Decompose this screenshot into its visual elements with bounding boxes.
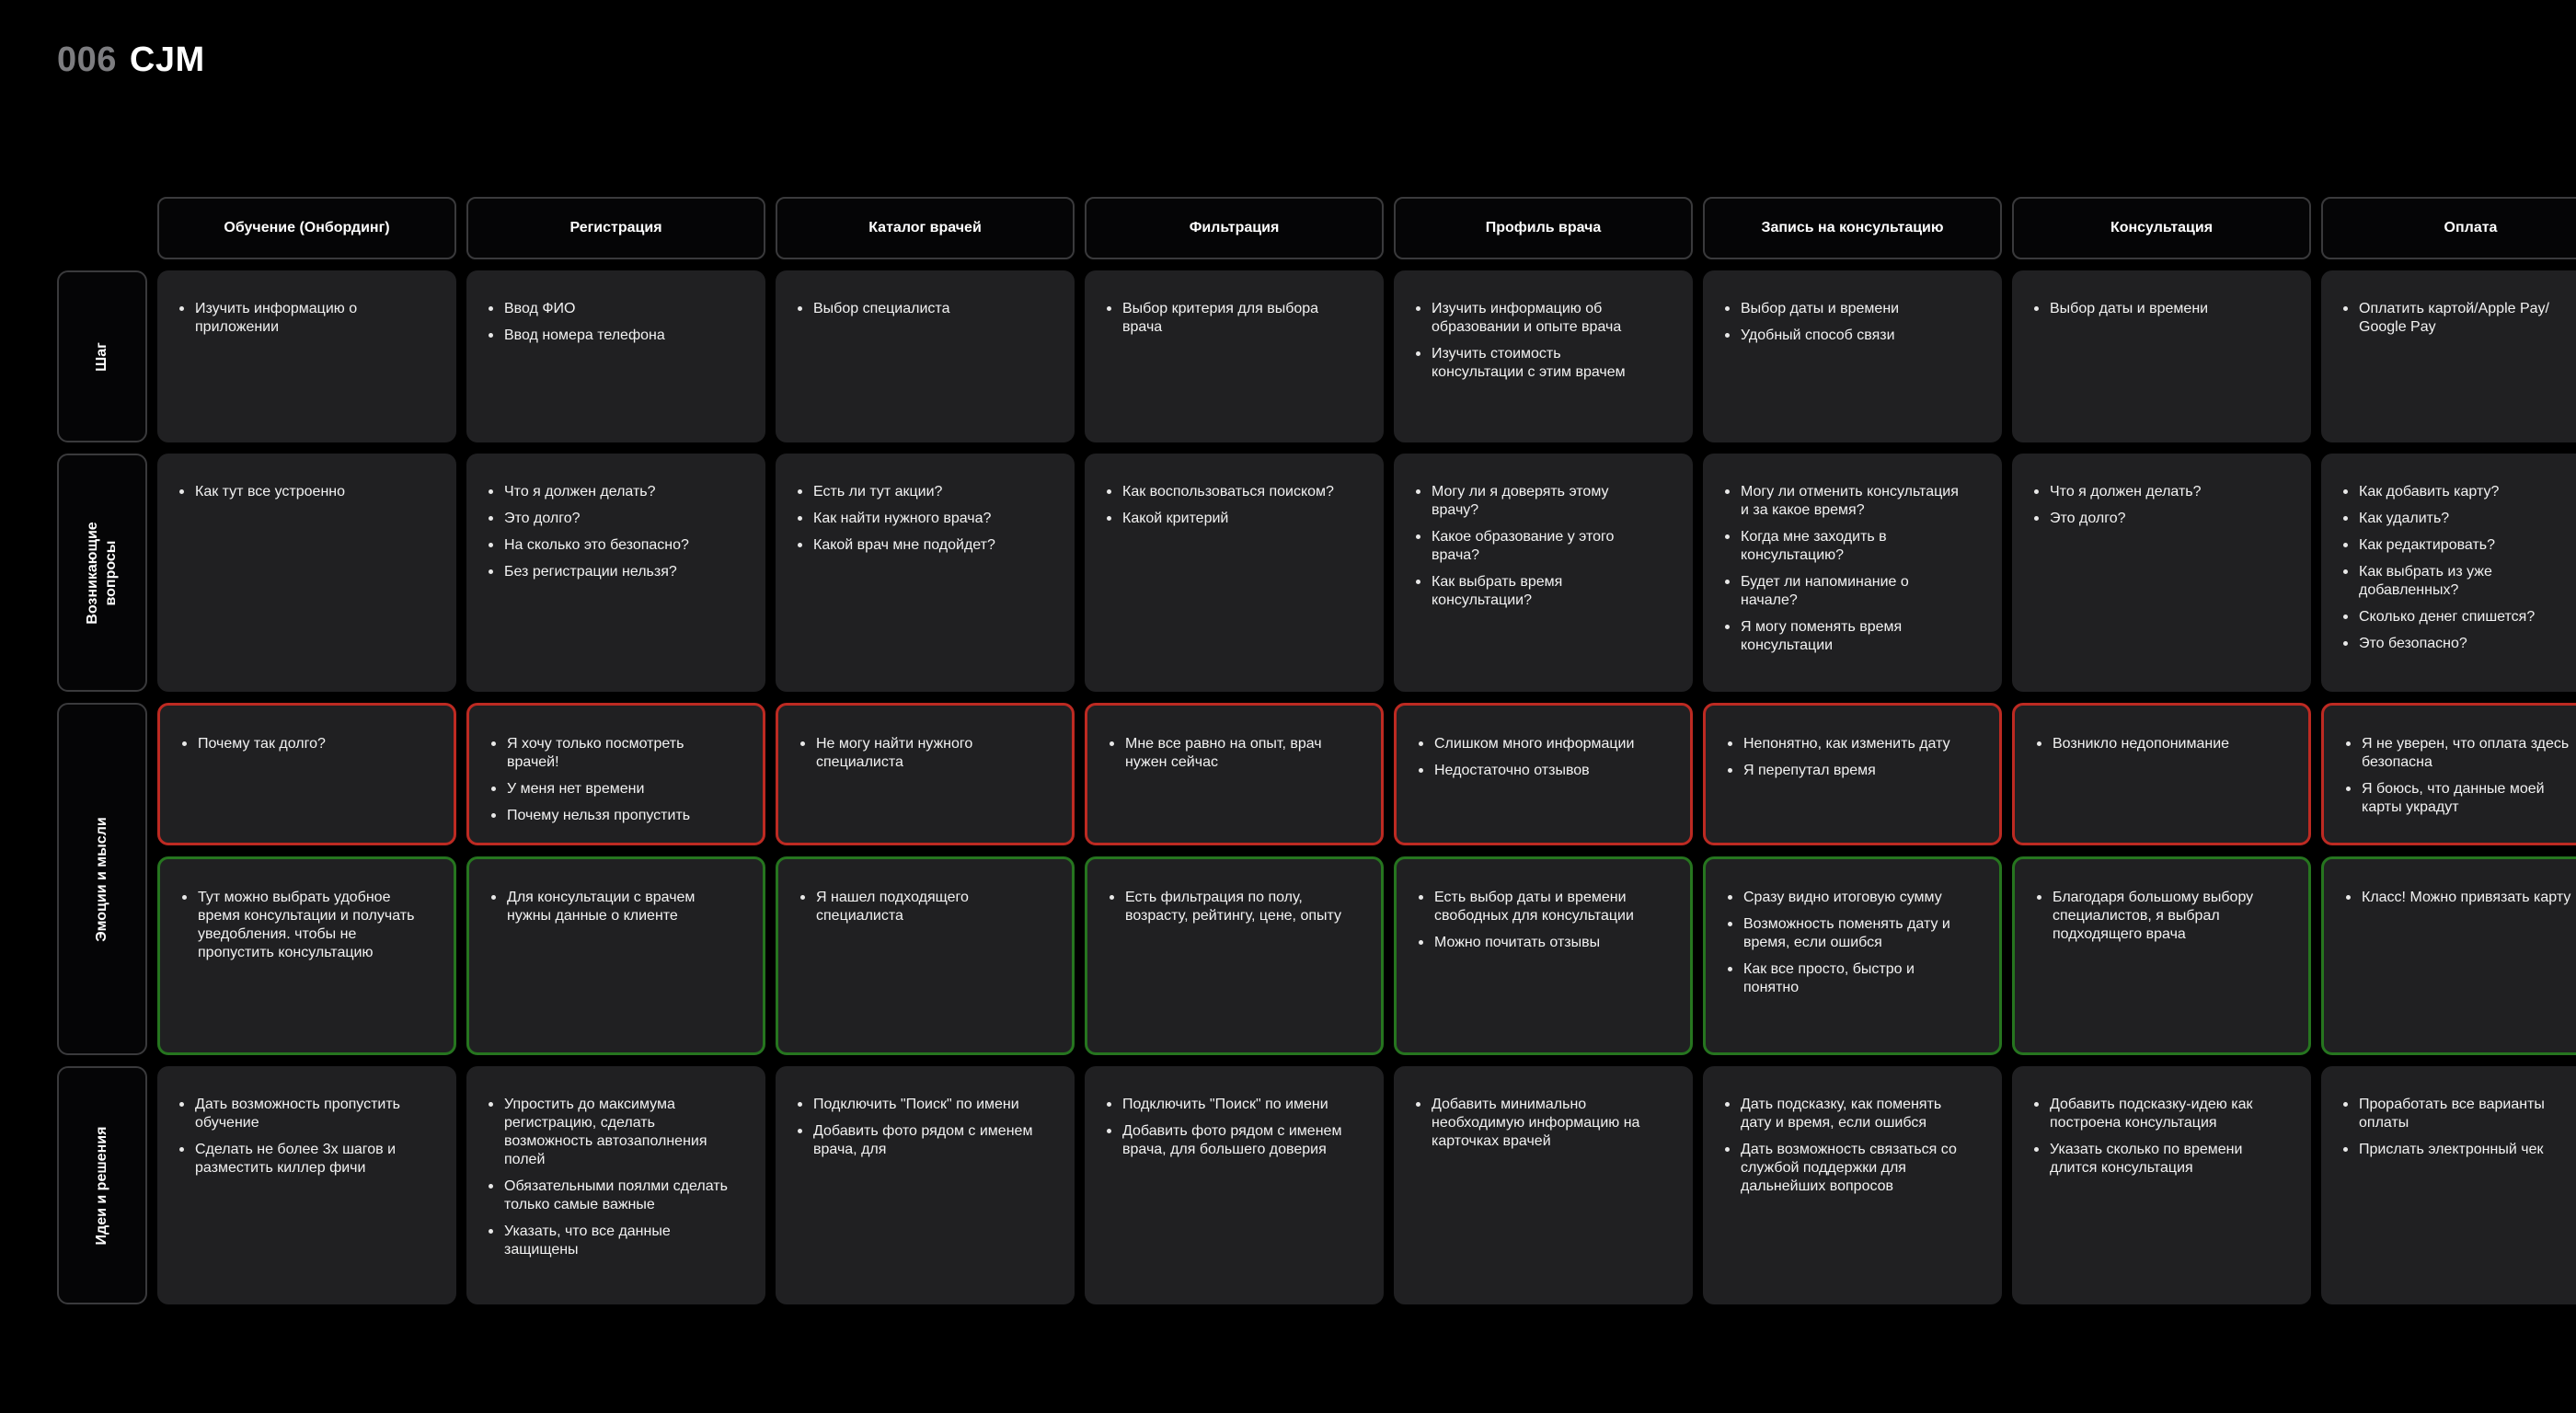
bullet-item: Как тут все устроенно [176, 483, 420, 501]
bullet-item: Есть ли тут акции? [794, 483, 1038, 501]
bullet-item: Прислать электронный чек [2340, 1141, 2576, 1159]
bullet-list [794, 300, 1038, 318]
bullet-list [488, 889, 726, 925]
bullet-item: Могу ли отменить консультация и за какое время? [1721, 483, 1965, 520]
bullet-list [797, 735, 1035, 772]
bullet-list [1721, 300, 1965, 345]
bullet-list [176, 483, 420, 501]
positive-emotion-cell [1394, 856, 1693, 1055]
bullet-list [1106, 735, 1344, 772]
bullet-item: Я хочу только посмотреть врачей! [488, 735, 726, 772]
bullet-item: Слишком много информации [1415, 735, 1653, 753]
bullet-item: Изучить информацию об образовании и опыте врача [1412, 300, 1656, 337]
column-header [1703, 197, 2002, 259]
bullet-item: Дать подсказку, как поменять дату и время, если ошибся [1721, 1096, 1965, 1132]
bullet-list [2030, 1096, 2274, 1178]
step-cell [2012, 270, 2311, 442]
questions-cell [776, 454, 1075, 692]
journey-column-filtering [1085, 197, 1384, 1304]
bullet-list [2342, 889, 2576, 907]
questions-cell [466, 454, 765, 692]
negative-emotion-cell [466, 703, 765, 845]
ideas-cell [1394, 1066, 1693, 1304]
column-header [466, 197, 765, 259]
column-header-text: Фильтрация [1189, 220, 1280, 236]
bullet-item: Указать, что все данные защищены [485, 1223, 729, 1259]
journey-column-registration [466, 197, 765, 1304]
bullet-item: Как все просто, быстро и понятно [1724, 960, 1962, 997]
ideas-cell [1703, 1066, 2002, 1304]
bullet-item: Упростить до максимума регистрацию, сделать возможность автозаполнения полей [485, 1096, 729, 1169]
step-cell [1085, 270, 1384, 442]
bullet-item: Могу ли я доверять этому врачу? [1412, 483, 1656, 520]
bullet-item: Как добавить карту? [2340, 483, 2576, 501]
bullet-item: Есть фильтрация по полу, возрасту, рейтингу, цене, опыту [1106, 889, 1344, 925]
journey-column-doctor-profile [1394, 197, 1693, 1304]
bullet-list [2033, 735, 2271, 753]
bullet-item: Для консультации с врачем нужны данные о клиенте [488, 889, 726, 925]
bullet-item: Я нашел подходящего специалиста [797, 889, 1035, 925]
bullet-list [2340, 300, 2576, 337]
bullet-item: Сделать не более 3х шагов и разместить киллер фичи [176, 1141, 420, 1178]
row-label-emotions [57, 703, 147, 1055]
questions-cell [2012, 454, 2311, 692]
column-header [776, 197, 1075, 259]
bullet-list [1412, 300, 1656, 382]
bullet-item: Что я должен делать? [2030, 483, 2274, 501]
bullet-item: Не могу найти нужного специалиста [797, 735, 1035, 772]
bullet-item: Это долго? [485, 510, 729, 528]
bullet-item: Как редактировать? [2340, 536, 2576, 555]
step-cell [776, 270, 1075, 442]
questions-cell [2321, 454, 2576, 692]
negative-emotion-cell [776, 703, 1075, 845]
step-cell [466, 270, 765, 442]
bullet-list [1415, 889, 1653, 952]
bullet-item: Выбор критерия для выбора врача [1103, 300, 1347, 337]
negative-emotion-cell [1703, 703, 2002, 845]
journey-column-doctor-catalog [776, 197, 1075, 1304]
bullet-item: Как воспользоваться поиском? [1103, 483, 1347, 501]
positive-emotion-cell [776, 856, 1075, 1055]
bullet-item: Указать сколько по времени длится консультация [2030, 1141, 2274, 1178]
bullet-item: Обязательными поялми сделать только самые важные [485, 1178, 729, 1214]
column-header [1394, 197, 1693, 259]
bullet-item: Как выбрать из уже добавленных? [2340, 563, 2576, 600]
bullet-item: Сколько денег спишется? [2340, 608, 2576, 626]
positive-emotion-cell [2012, 856, 2311, 1055]
positive-emotion-cell [1703, 856, 2002, 1055]
row-labels-column [57, 197, 147, 1304]
bullet-item: Благодаря большому выбору специалистов, я выбрал подходящего врача [2033, 889, 2271, 944]
bullet-item: Мне все равно на опыт, врач нужен сейчас [1106, 735, 1344, 772]
positive-emotion-cell [157, 856, 456, 1055]
negative-emotion-cell [1394, 703, 1693, 845]
page-title-text: CJM [129, 40, 205, 79]
bullet-item: Я могу поменять время консультации [1721, 618, 1965, 655]
bullet-list [178, 889, 417, 962]
questions-cell [157, 454, 456, 692]
bullet-item: Тут можно выбрать удобное время консультации и получать уведобления. чтобы не пропустить консультацию [178, 889, 417, 962]
bullet-item: Как найти нужного врача? [794, 510, 1038, 528]
bullet-item: Выбор даты и времени [2030, 300, 2274, 318]
bullet-list [794, 483, 1038, 555]
page-title [57, 40, 205, 80]
step-cell [157, 270, 456, 442]
bullet-item: Как удалить? [2340, 510, 2576, 528]
column-header-text: Обучение (Онбординг) [224, 220, 390, 236]
bullet-list [176, 1096, 420, 1178]
bullet-item: Добавить подсказку-идею как построена консультация [2030, 1096, 2274, 1132]
column-header [2012, 197, 2311, 259]
bullet-list [1721, 1096, 1965, 1196]
bullet-item: Добавить минимально необходимую информацию на карточках врачей [1412, 1096, 1656, 1151]
bullet-list [485, 300, 729, 345]
bullet-item: Какой врач мне подойдет? [794, 536, 1038, 555]
bullet-item: Оплатить картой/Apple Pay/ Google Pay [2340, 300, 2576, 337]
label-spacer [57, 197, 147, 259]
bullet-item: Недостаточно отзывов [1415, 762, 1653, 780]
bullet-item: Изучить информацию о приложении [176, 300, 420, 337]
bullet-list [1412, 483, 1656, 610]
bullet-list [2340, 483, 2576, 653]
bullet-item: Сразу видно итоговую сумму [1724, 889, 1962, 907]
questions-cell [1085, 454, 1384, 692]
positive-emotion-cell [466, 856, 765, 1055]
bullet-list [1103, 483, 1347, 528]
bullet-item: Возможность поменять дату и время, если ошибся [1724, 915, 1962, 952]
row-label-ideas-text: Идеи и решения [94, 1126, 109, 1245]
bullet-list [1103, 300, 1347, 337]
journey-column-payment [2321, 197, 2576, 1304]
bullet-item: Подключить "Поиск" по имени [1103, 1096, 1347, 1114]
row-label-step [57, 270, 147, 442]
bullet-list [178, 735, 417, 753]
bullet-item: Дать возможность пропустить обучение [176, 1096, 420, 1132]
positive-emotion-cell [2321, 856, 2576, 1055]
bullet-item: Я не уверен, что оплата здесь безопасна [2342, 735, 2576, 772]
bullet-item: Добавить фото рядом с именем врача, для [794, 1122, 1038, 1159]
negative-emotion-cell [1085, 703, 1384, 845]
column-header [157, 197, 456, 259]
cjm-board [57, 197, 2576, 1304]
bullet-list [1106, 889, 1344, 925]
bullet-item: Я перепутал время [1724, 762, 1962, 780]
bullet-item: Будет ли напоминание о начале? [1721, 573, 1965, 610]
row-label-emotions-text: Эмоции и мысли [94, 816, 109, 942]
ideas-cell [2012, 1066, 2311, 1304]
bullet-item: Возникло недопонимание [2033, 735, 2271, 753]
bullet-item: Проработать все варианты оплаты [2340, 1096, 2576, 1132]
column-header-text: Каталог врачей [868, 220, 982, 236]
ideas-cell [157, 1066, 456, 1304]
bullet-list [1103, 1096, 1347, 1159]
bullet-list [485, 1096, 729, 1259]
bullet-item: Класс! Можно привязать карту [2342, 889, 2576, 907]
bullet-item: Можно почитать отзывы [1415, 934, 1653, 952]
step-cell [1703, 270, 2002, 442]
bullet-item: Ввод ФИО [485, 300, 729, 318]
bullet-item: Выбор даты и времени [1721, 300, 1965, 318]
journey-column-onboarding [157, 197, 456, 1304]
step-cell [2321, 270, 2576, 442]
bullet-list [1415, 735, 1653, 780]
bullet-list [794, 1096, 1038, 1159]
bullet-item: Удобный способ связи [1721, 327, 1965, 345]
column-header [1085, 197, 1384, 259]
bullet-item: Когда мне заходить в консультацию? [1721, 528, 1965, 565]
bullet-item: У меня нет времени [488, 780, 726, 798]
negative-emotion-cell [2321, 703, 2576, 845]
bullet-item: Какой критерий [1103, 510, 1347, 528]
bullet-list [2033, 889, 2271, 944]
bullet-item: Это безопасно? [2340, 635, 2576, 653]
questions-cell [1394, 454, 1693, 692]
questions-cell [1703, 454, 2002, 692]
bullet-list [176, 300, 420, 337]
row-label-questions [57, 454, 147, 692]
row-label-questions-text: Возникающие вопросы [85, 521, 119, 625]
bullet-list [2340, 1096, 2576, 1159]
negative-emotion-cell [157, 703, 456, 845]
page-index: 006 [57, 40, 117, 79]
bullet-item: Есть выбор даты и времени свободных для консультации [1415, 889, 1653, 925]
column-header [2321, 197, 2576, 259]
bullet-item: На сколько это безопасно? [485, 536, 729, 555]
bullet-list [2342, 735, 2576, 817]
journey-column-consultation [2012, 197, 2311, 1304]
bullet-list [1724, 735, 1962, 780]
column-header-text: Профиль врача [1485, 220, 1602, 236]
bullet-list [1412, 1096, 1656, 1151]
bullet-list [1724, 889, 1962, 997]
column-header-text: Консультация [2110, 220, 2214, 236]
bullet-item: Какое образование у этого врача? [1412, 528, 1656, 565]
bullet-list [1721, 483, 1965, 655]
ideas-cell [2321, 1066, 2576, 1304]
bullet-item: Подключить "Поиск" по имени [794, 1096, 1038, 1114]
bullet-list [485, 483, 729, 581]
bullet-item: Как выбрать время консультации? [1412, 573, 1656, 610]
bullet-item: Выбор специалиста [794, 300, 1038, 318]
ideas-cell [1085, 1066, 1384, 1304]
bullet-item: Дать возможность связаться со службой поддержки для дальнейших вопросов [1721, 1141, 1965, 1196]
row-label-ideas [57, 1066, 147, 1304]
bullet-item: Это долго? [2030, 510, 2274, 528]
negative-emotion-cell [2012, 703, 2311, 845]
column-header-text: Оплата [2444, 220, 2498, 236]
step-cell [1394, 270, 1693, 442]
bullet-list [797, 889, 1035, 925]
bullet-list [2030, 483, 2274, 528]
bullet-list [488, 735, 726, 825]
bullet-item: Изучить стоимость консультации с этим врачем [1412, 345, 1656, 382]
ideas-cell [466, 1066, 765, 1304]
bullet-list [2030, 300, 2274, 318]
positive-emotion-cell [1085, 856, 1384, 1055]
column-header-text: Запись на консультацию [1761, 220, 1944, 236]
bullet-item: Ввод номера телефона [485, 327, 729, 345]
row-label-step-text: Шаг [94, 341, 109, 372]
bullet-item: Без регистрации нельзя? [485, 563, 729, 581]
column-header-text: Регистрация [569, 220, 662, 236]
ideas-cell [776, 1066, 1075, 1304]
journey-column-booking [1703, 197, 2002, 1304]
bullet-item: Почему нельзя пропустить [488, 807, 726, 825]
bullet-item: Что я должен делать? [485, 483, 729, 501]
bullet-item: Непонятно, как изменить дату [1724, 735, 1962, 753]
bullet-item: Добавить фото рядом с именем врача, для большего доверия [1103, 1122, 1347, 1159]
bullet-item: Почему так долго? [178, 735, 417, 753]
bullet-item: Я боюсь, что данные моей карты украдут [2342, 780, 2576, 817]
